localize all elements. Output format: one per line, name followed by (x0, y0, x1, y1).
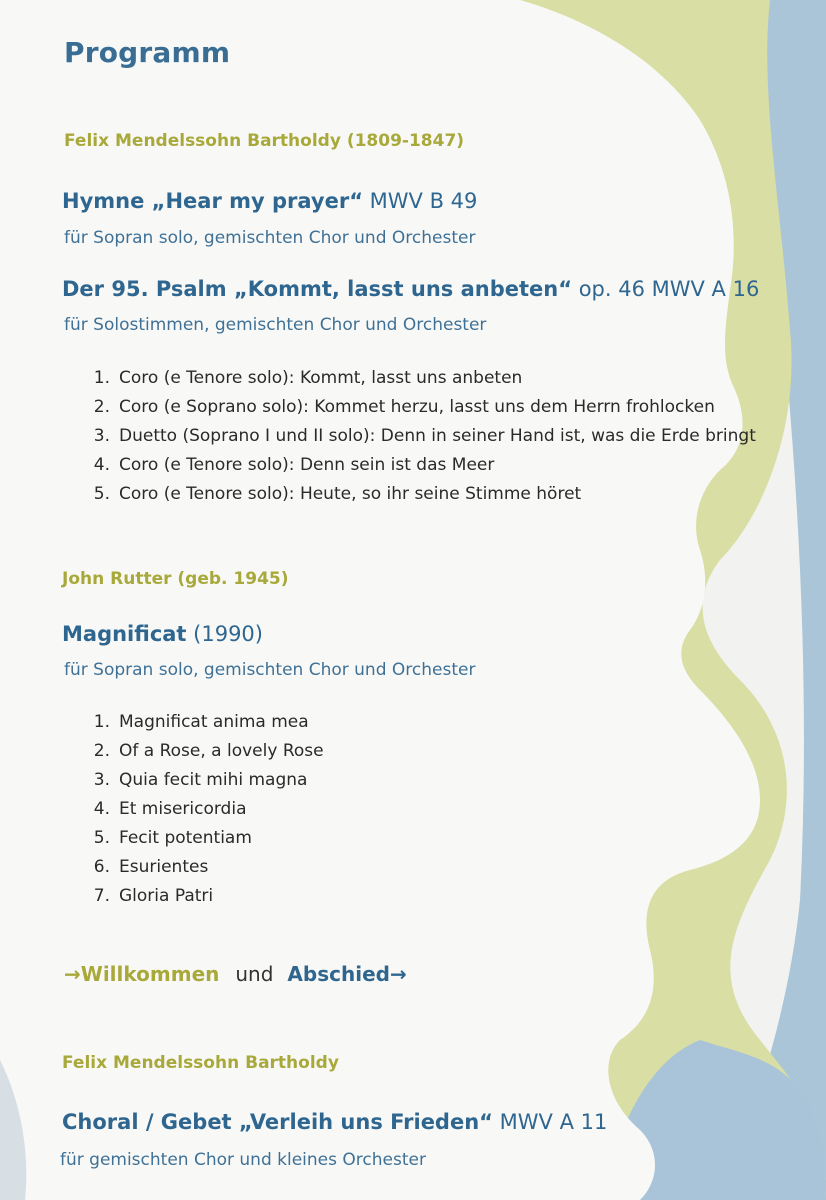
work-subtitle: für gemischten Chor und kleines Orchester (60, 1150, 426, 1170)
list-item: 5. Coro (e Tenore solo): Heute, so ihr seine Stimme höret (93, 484, 582, 504)
list-item: 3. Quia fecit mihi magna (93, 770, 308, 790)
work-name: Hymne „Hear my prayer“ (62, 189, 363, 213)
list-item: 4. Coro (e Tenore solo): Denn sein ist das Meer (93, 455, 495, 475)
movement-list (84, 364, 756, 509)
work-title (62, 189, 477, 213)
movement-list (84, 708, 324, 911)
composer-heading: Felix Mendelssohn Bartholdy (1809-1847) (64, 131, 465, 151)
list-item: 4. Et misericordia (93, 799, 247, 819)
work-name: Der 95. Psalm „Kommt, lasst uns anbeten“ (62, 277, 573, 301)
page-title: Programm (64, 36, 231, 69)
work-title (62, 1110, 607, 1134)
work-title (62, 277, 759, 301)
list-item: 5. Fecit potentiam (93, 828, 252, 848)
work-subtitle: für Solostimmen, gemischten Chor und Orchester (64, 315, 487, 335)
willkommen-label: →Willkommen (64, 962, 220, 986)
list-item: 6. Esurientes (93, 857, 209, 877)
work-catalog: MWV A 11 (492, 1110, 608, 1134)
abschied-label: Abschied→ (287, 962, 407, 986)
connector-text: und (235, 962, 274, 986)
work-catalog: (1990) (186, 622, 263, 646)
work-catalog: op. 46 MWV A 16 (572, 277, 760, 301)
list-item: 1. Magnificat anima mea (93, 712, 309, 732)
list-item: 3. Duetto (Soprano I und II solo): Denn in seiner Hand ist, was die Erde bringt (93, 426, 756, 446)
work-catalog: MWV B 49 (363, 189, 478, 213)
list-item: 2. Coro (e Soprano solo): Kommet herzu, lasst uns dem Herrn frohlocken (93, 397, 715, 417)
composer-heading: John Rutter (geb. 1945) (62, 569, 289, 589)
work-subtitle: für Sopran solo, gemischten Chor und Orchester (64, 660, 476, 680)
interlude-heading (64, 962, 407, 986)
work-title (62, 622, 263, 646)
composer-heading: Felix Mendelssohn Bartholdy (62, 1053, 339, 1073)
work-subtitle: für Sopran solo, gemischten Chor und Orchester (64, 228, 476, 248)
list-item: 1. Coro (e Tenore solo): Kommt, lasst uns anbeten (93, 368, 523, 388)
work-name: Magnificat (62, 622, 187, 646)
list-item: 7. Gloria Patri (93, 886, 214, 906)
list-item: 2. Of a Rose, a lovely Rose (93, 741, 324, 761)
work-name: Choral / Gebet „Verleih uns Frieden“ (62, 1110, 493, 1134)
